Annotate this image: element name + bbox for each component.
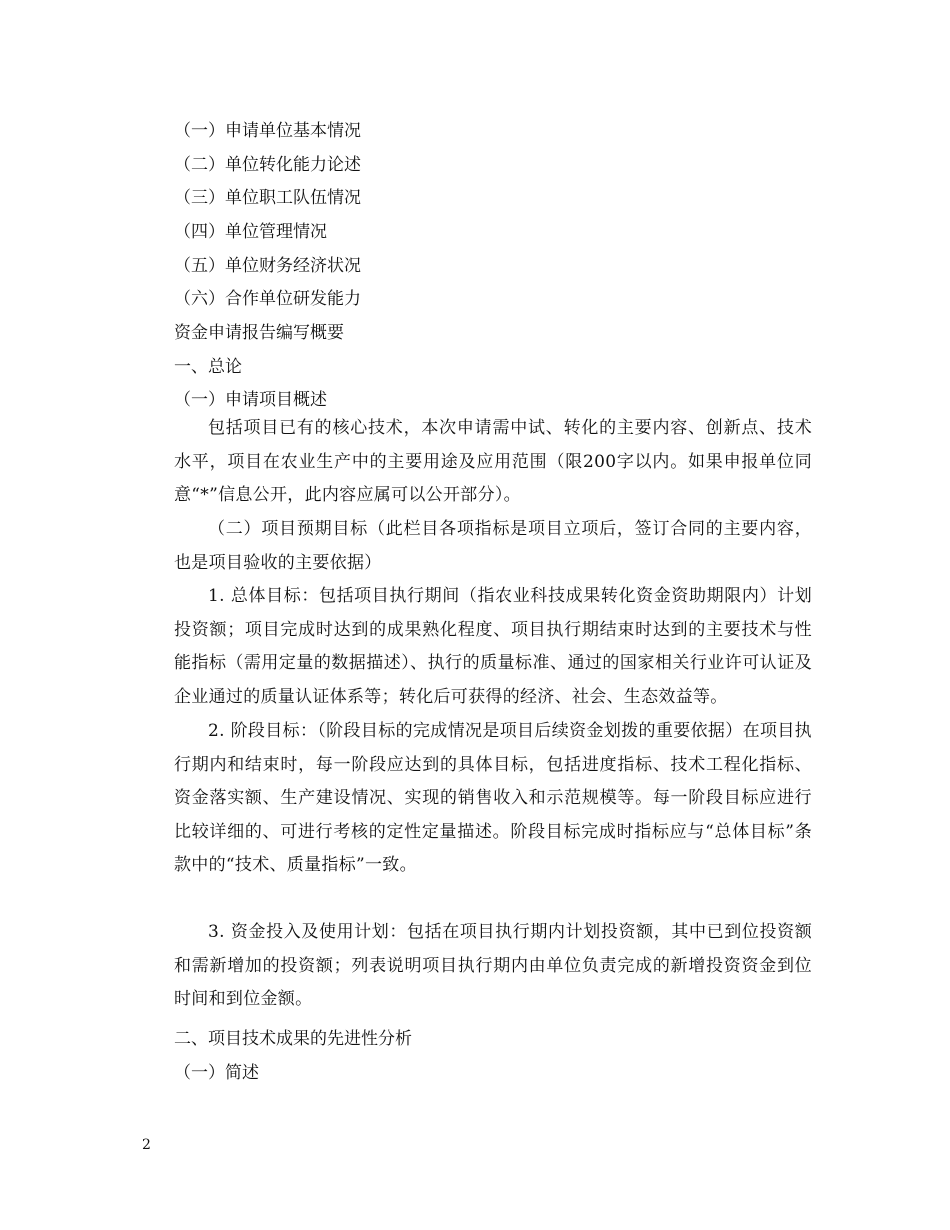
paragraph-expected-goals: （二）项目预期目标（此栏目各项指标是项目立项后，签订合同的主要内容，也是项目验收的主要依据） xyxy=(174,519,812,573)
section-heading-technical-advancement: 二、项目技术成果的先进性分析 xyxy=(174,1029,412,1049)
section-heading-transformation-capability: （二）单位转化能力论述 xyxy=(174,155,361,175)
paragraph-funding-plan: 3. 资金投入及使用计划：包括在项目执行期内计划投资额，其中已到位投资额和需新增加的投资额；列表说明项目执行期内由单位负责完成的新增投资资金到位时间和到位金额。 xyxy=(174,922,812,1010)
section-heading-project-overview: （一）申请项目概述 xyxy=(174,390,327,410)
section-heading-finance: （五）单位财务经济状况 xyxy=(174,256,361,276)
paragraph-stage-goal: 2. 阶段目标：（阶段目标的完成情况是项目后续资金划拨的重要依据）在项目执行期内和结束时，每一阶段应达到的具体目标，包括进度指标、技术工程化指标、资金落实额、生产建设情况、实现的销售收入和示范规模等。每一阶段目标应进行比较详细的、可进行考核的定性定量描述。阶段目标完成时指标应与“总体目标”条款中的“技术、质量指标”一致。 xyxy=(174,721,812,876)
section-heading-staff: （三）单位职工队伍情况 xyxy=(174,188,361,208)
section-heading-summary: （一）简述 xyxy=(174,1063,259,1083)
paragraph-overall-goal: 1. 总体目标：包括项目执行期间（指农业科技成果转化资金资助期限内）计划投资额；项目完成时达到的成果熟化程度、项目执行期结束时达到的主要技术与性能指标（需用定量的数据描述）、执行的质量标准、通过的国家相关行业许可认证及企业通过的质量认证体系等；转化后可获得的经济、社会、生态效益等。 xyxy=(174,586,812,707)
report-outline-title: 资金申请报告编写概要 xyxy=(174,323,344,343)
page-number: 2 xyxy=(142,1137,151,1153)
section-heading-applicant-basic-info: （一）申请单位基本情况 xyxy=(174,121,361,141)
section-heading-general: 一、总论 xyxy=(174,357,242,377)
section-heading-management: （四）单位管理情况 xyxy=(174,222,327,242)
section-heading-partner-rd: （六）合作单位研发能力 xyxy=(174,289,361,309)
paragraph-project-overview: 包括项目已有的核心技术，本次申请需中试、转化的主要内容、创新点、技术水平，项目在农业生产中的主要用途及应用范围（限200字以内。如果申报单位同意“*”信息公开，此内容应属可以公开部分）。 xyxy=(174,418,812,506)
